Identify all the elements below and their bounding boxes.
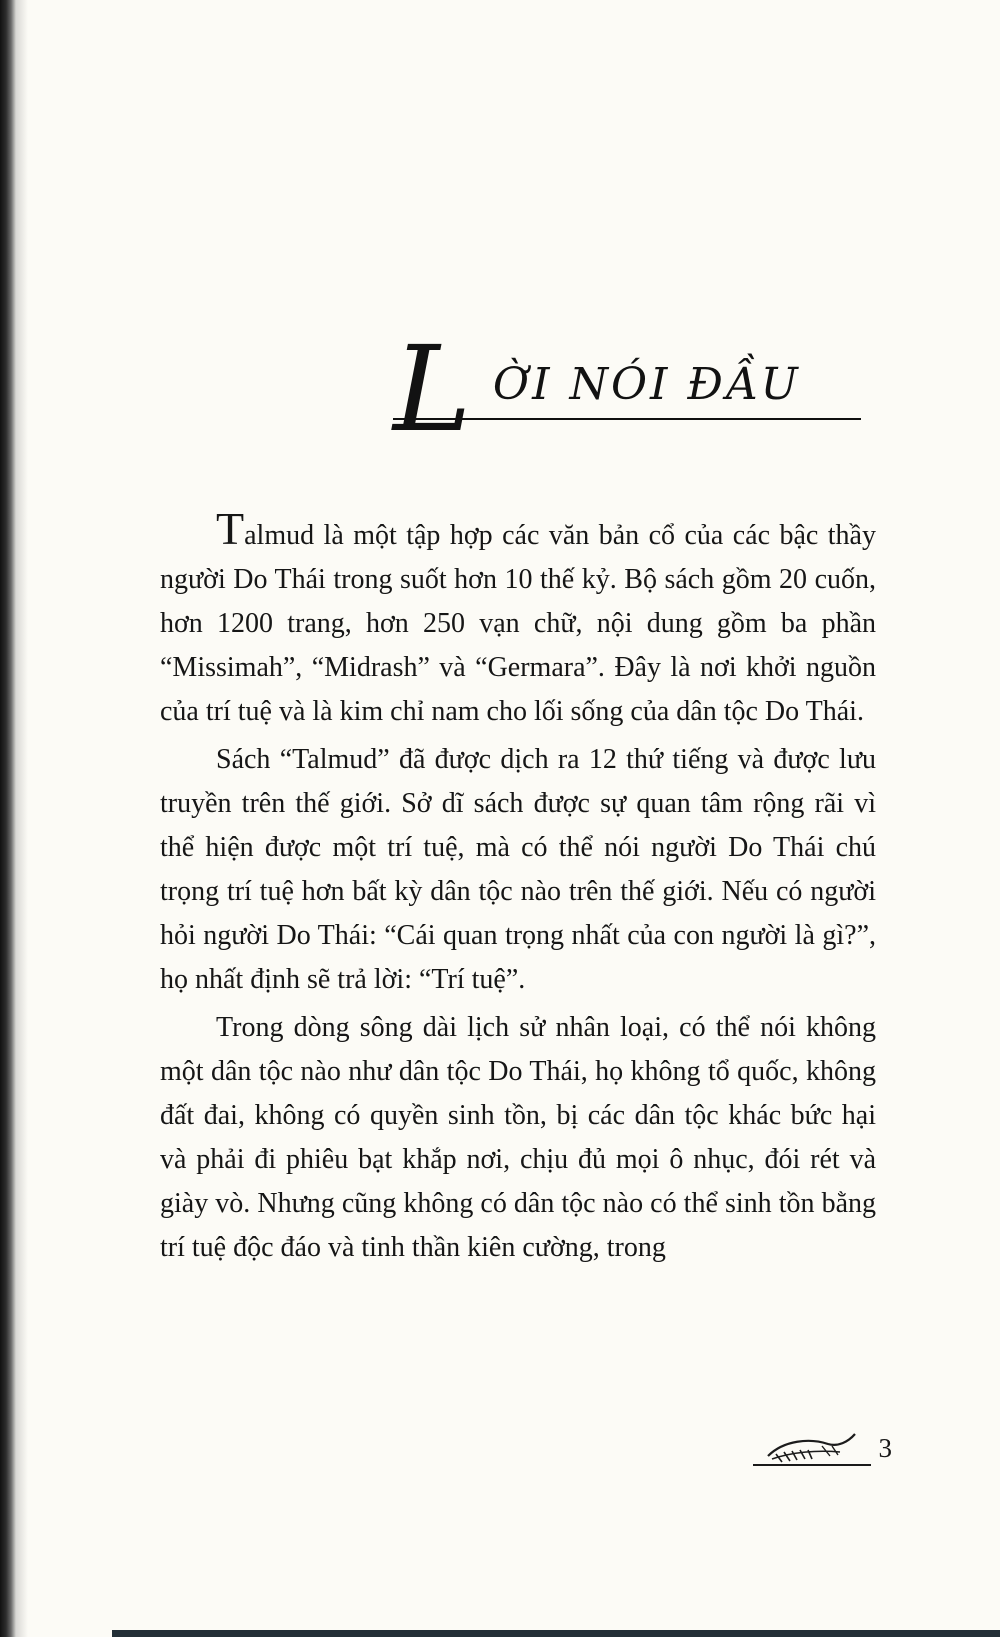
page-number: 3: [878, 1433, 892, 1463]
paragraph-1-text: almud là một tập hợp các văn bản cổ của các bậc thầy người Do Thái trong suốt hơn 10 thế kỷ. Bộ sách gồm 20 cuốn, hơn 1200 trang, hơn 250 vạn chữ, nội dung gồm ba phần “Missimah”, “Midrash” và “Germara”. Đây là nơi khởi nguồn của trí tuệ và là kim chỉ nam cho lối sống của dân tộc Do Thái.: [160, 520, 876, 727]
paragraph-3: Trong dòng sông dài lịch sử nhân loại, có thể nói không một dân tộc nào như dân tộc Do Thái, họ không tổ quốc, không đất đai, không có quyền sinh tồn, bị các dân tộc khác bức hại và phải đi phiêu bạt khắp nơi, chịu đủ mọi ô nhục, đói rét và giày vò. Nhưng cũng không có dân tộc nào có thể sinh tồn bằng trí tuệ độc đáo và tinh thần kiên cường, trong: [160, 1012, 876, 1263]
scan-binding-shadow: [0, 0, 30, 1637]
bird-flourish-icon: [762, 1430, 862, 1464]
title-text: ỜI NÓI ĐẦU: [493, 359, 801, 410]
page-footer: [753, 1424, 893, 1466]
body-text: [160, 503, 876, 1274]
paragraph-2: Sách “Talmud” đã được dịch ra 12 thứ tiếng và được lưu truyền trên thế giới. Sở dĩ sách được sự quan tâm rộng rãi vì thể hiện được một trí tuệ, mà có thể nói người Do Thái chú trọng trí tuệ hơn bất kỳ dân tộc nào trên thế giới. Nếu có người hỏi người Do Thái: “Cái quan trọng nhất của con người là gì?”, họ nhất định sẽ trả lời: “Trí tuệ”.: [160, 744, 876, 995]
paragraph-1: [160, 503, 876, 734]
title-initial-letter: L: [393, 320, 472, 458]
preface-title: [393, 306, 861, 458]
drop-cap-letter: T: [216, 503, 245, 554]
ornament-underline: [753, 1424, 871, 1466]
scan-bottom-edge: [112, 1630, 1000, 1637]
